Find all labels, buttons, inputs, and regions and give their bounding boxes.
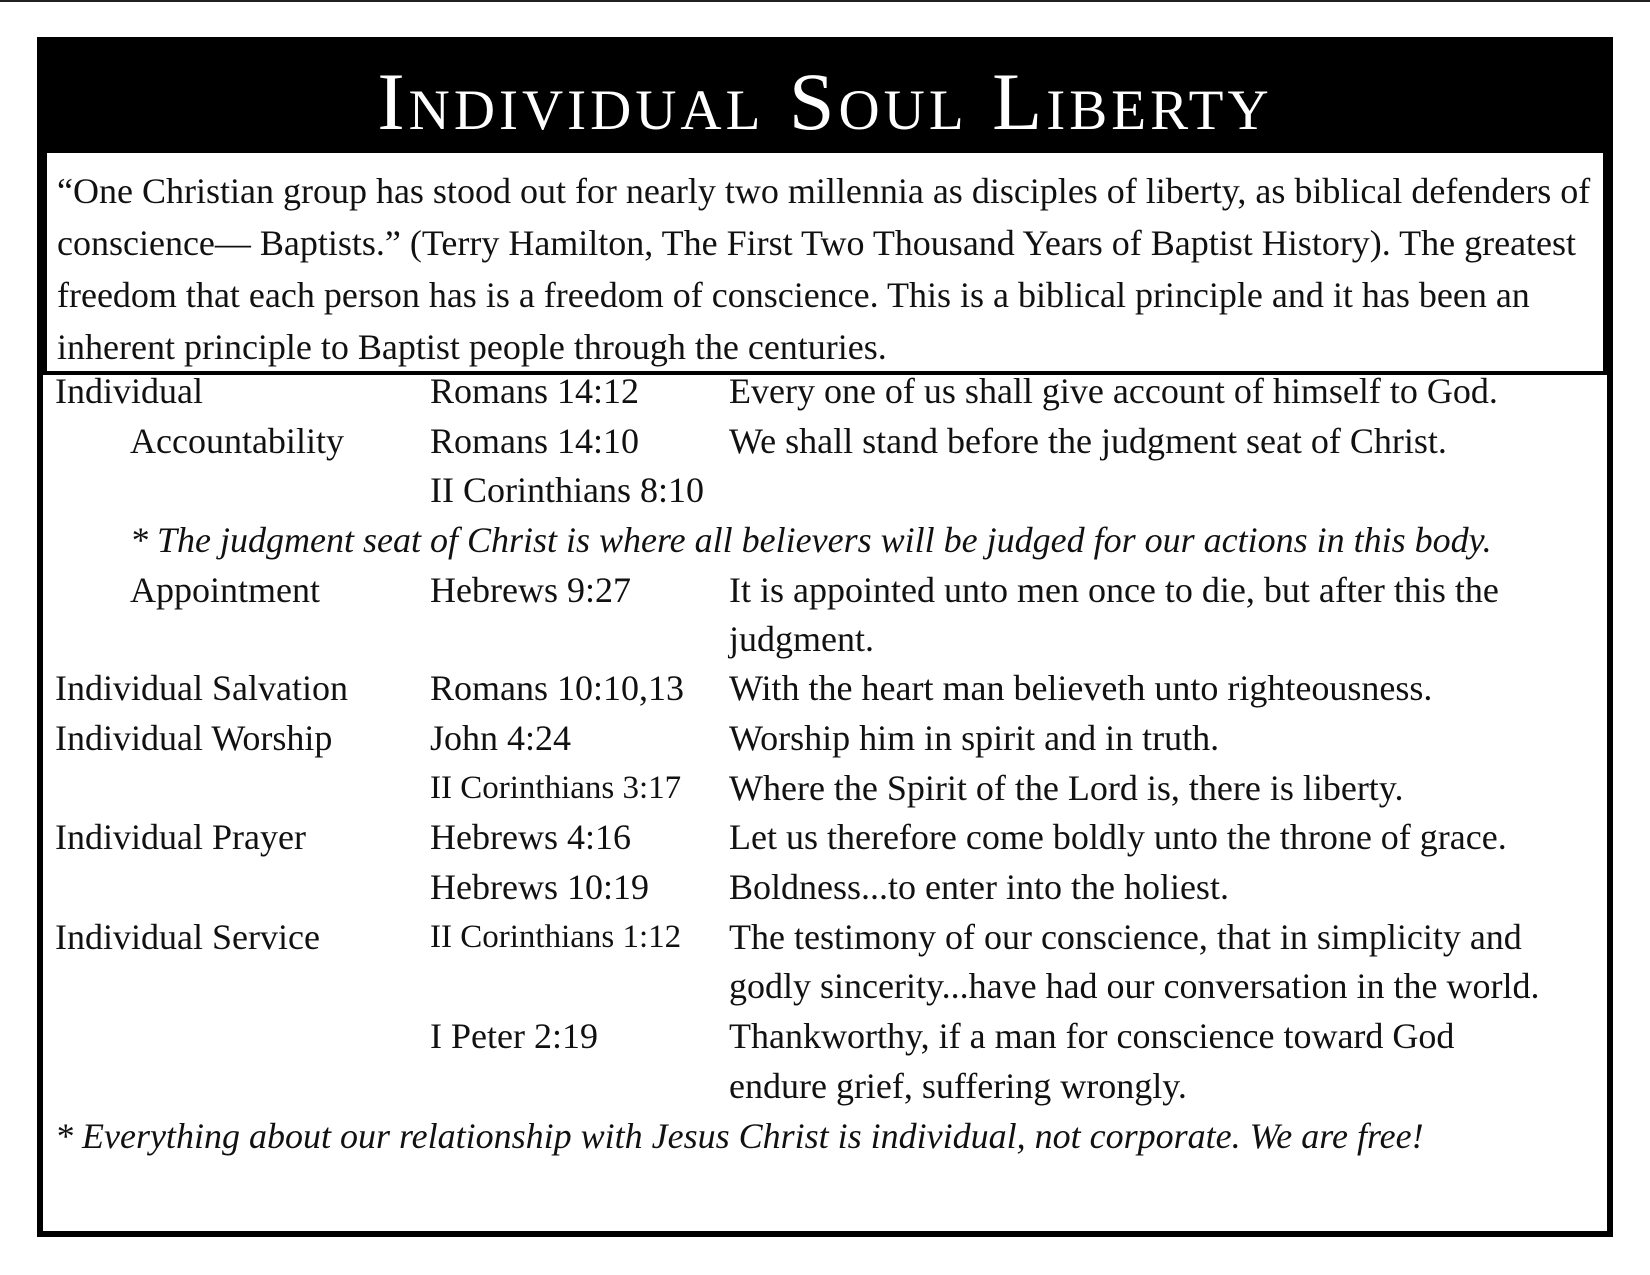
topic-label: Individual [55,371,203,411]
scripture-reference: Hebrews 9:27 [430,570,631,610]
scripture-text: Every one of us shall give account of himself to God. [729,371,1498,411]
page-title: Individual Soul Liberty [377,56,1273,147]
scripture-text: We shall stand before the judgment seat of Christ. [729,421,1447,461]
scripture-text: Worship him in spirit and in truth. [729,718,1220,758]
footnote: * Everything about our relationship with Jesus Christ is individual, not corporate. We are free! [55,1116,1424,1156]
scripture-reference: II Corinthians 3:17 [430,770,682,806]
scripture-text-continued: endure grief, suffering wrongly. [729,1066,1187,1106]
scripture-reference: II Corinthians 8:10 [430,470,704,510]
scripture-reference: Romans 14:12 [430,371,640,411]
scripture-text: Let us therefore come boldly unto the throne of grace. [729,817,1507,857]
scripture-reference: Romans 14:10 [430,421,640,461]
topic-label: Accountability [130,421,344,461]
scripture-reference: Romans 10:10,13 [430,668,685,708]
topic-label: Appointment [130,570,320,610]
topic-label: Individual Worship [55,718,333,758]
scripture-text: It is appointed unto men once to die, but after this the [729,570,1499,610]
scripture-text: The testimony of our conscience, that in simplicity and [729,917,1522,957]
footnote: * The judgment seat of Christ is where all believers will be judged for our actions in this body. [130,520,1492,560]
title-banner [43,43,1607,153]
liberty-card [37,37,1613,1237]
scripture-text: Where the Spirit of the Lord is, there is liberty. [729,768,1404,808]
topic-label: Individual Service [55,917,320,957]
scripture-reference: Hebrews 4:16 [430,817,631,857]
scripture-reference: II Corinthians 1:12 [430,919,682,955]
scripture-reference: I Peter 2:19 [430,1016,598,1056]
scripture-reference: Hebrews 10:19 [430,867,649,907]
scripture-reference: John 4:24 [430,718,572,758]
top-rule [0,0,1650,2]
intro-box [43,153,1607,375]
topic-label: Individual Salvation [55,668,348,708]
scripture-text: With the heart man believeth unto righteousness. [729,668,1433,708]
scripture-text-continued: godly sincerity...have had our conversation in the world. [729,966,1540,1006]
scripture-text-continued: judgment. [729,619,874,659]
scripture-text: Boldness...to enter into the holiest. [729,867,1229,907]
intro-paragraph: “One Christian group has stood out for nearly two millennia as disciples of liberty, as biblical defenders of conscience— Baptists.” (Terry Hamilton, The First Two Thousand Years of Baptist History). The greatest freedom that each person has is a freedom of conscience. This is a biblical principle and it has been an inherent principle to Baptist people through the centuries. [57,171,1591,367]
topic-label: Individual Prayer [55,817,306,857]
scripture-text: Thankworthy, if a man for conscience toward God [729,1016,1455,1056]
